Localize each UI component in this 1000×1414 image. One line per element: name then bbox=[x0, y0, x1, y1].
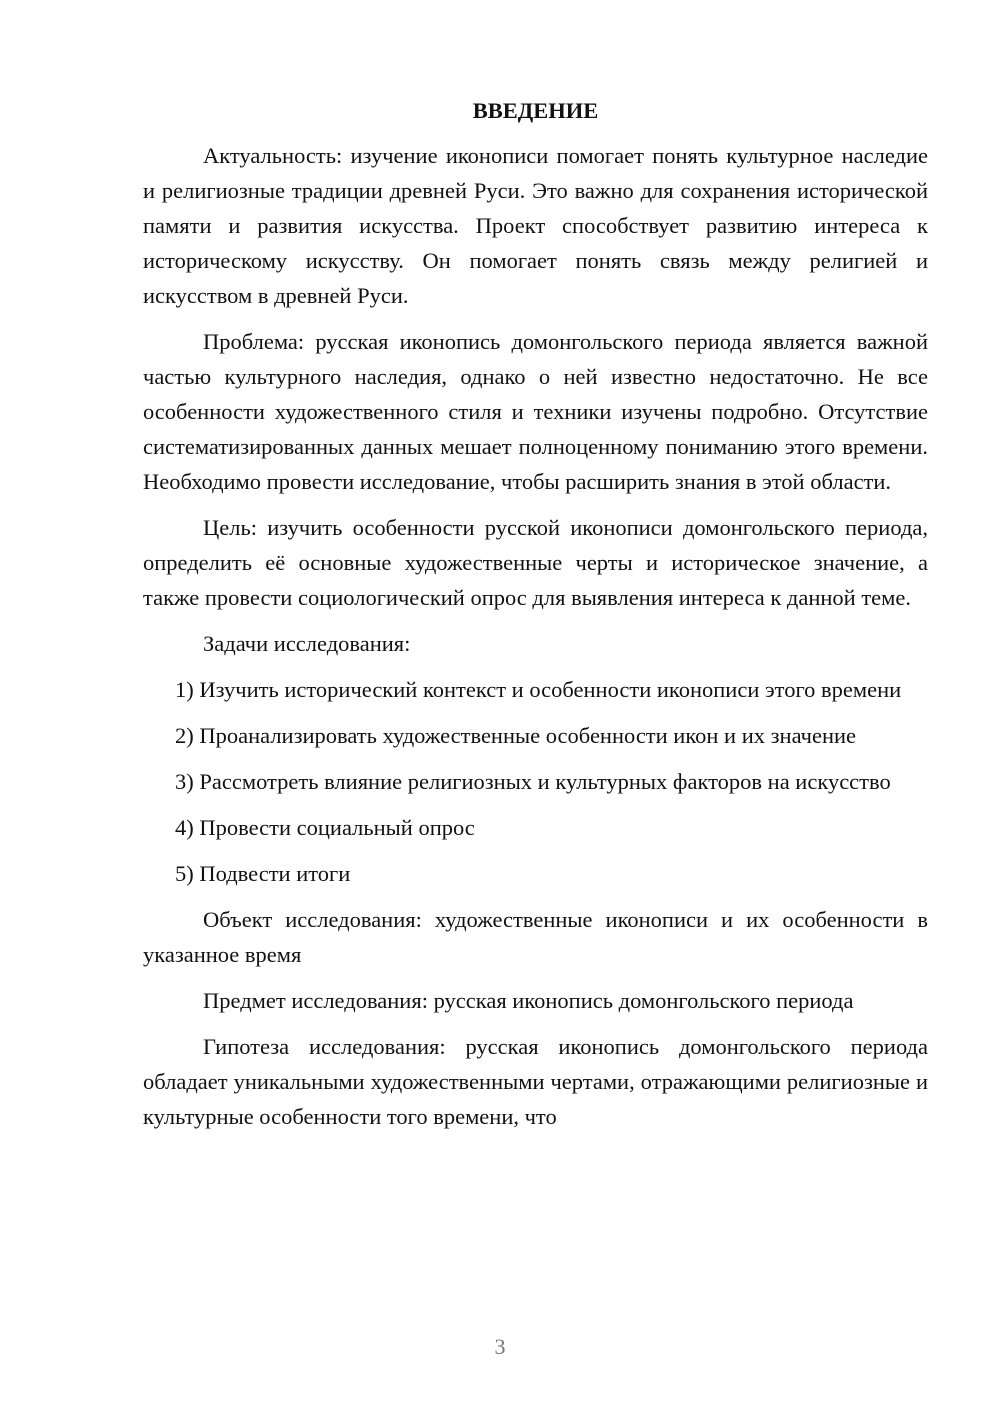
document-page bbox=[143, 95, 928, 1145]
section-title: ВВЕДЕНИЕ bbox=[472, 98, 599, 123]
page-number: 3 bbox=[494, 1334, 506, 1359]
paragraph-problem: Проблема: русская иконопись домонгольского периода является важной частью культурного наследия, однако о ней известно недостаточно. Не все особенности художественного стиля и техники изучены подробно. Отсутствие систематизированных данных мешает полноценному пониманию этого времени. Необходимо провести исследование, чтобы расширить знания в этой области. bbox=[143, 329, 928, 494]
task-item-1: 1) Изучить исторический контекст и особенности иконописи этого времени bbox=[175, 677, 902, 702]
task-item-5: 5) Подвести итоги bbox=[175, 861, 351, 886]
task-item-3: 3) Рассмотреть влияние религиозных и культурных факторов на искусство bbox=[175, 769, 891, 794]
paragraph-object: Объект исследования: художественные иконописи и их особенности в указанное время bbox=[143, 907, 928, 967]
paragraph-tasks-heading: Задачи исследования: bbox=[203, 631, 411, 656]
paragraph-hypothesis: Гипотеза исследования: русская иконопись домонгольского периода обладает уникальными художественными чертами, отражающими религиозные и культурные особенности того времени, что bbox=[143, 1034, 928, 1129]
paragraph-subject: Предмет исследования: русская иконопись домонгольского периода bbox=[203, 988, 854, 1013]
task-item-4: 4) Провести социальный опрос bbox=[175, 815, 475, 840]
paragraph-relevance: Актуальность: изучение иконописи помогает понять культурное наследие и религиозные традиции древней Руси. Это важно для сохранения исторической памяти и развития искусства. Проект способствует развитию интереса к историческому искусству. Он помогает понять связь между религией и искусством в древней Руси. bbox=[143, 143, 928, 308]
task-item-2: 2) Проанализировать художественные особенности икон и их значение bbox=[175, 723, 857, 748]
paragraph-goal: Цель: изучить особенности русской иконописи домонгольского периода, определить её основные художественные черты и историческое значение, а также провести социологический опрос для выявления интереса к данной теме. bbox=[143, 515, 928, 610]
